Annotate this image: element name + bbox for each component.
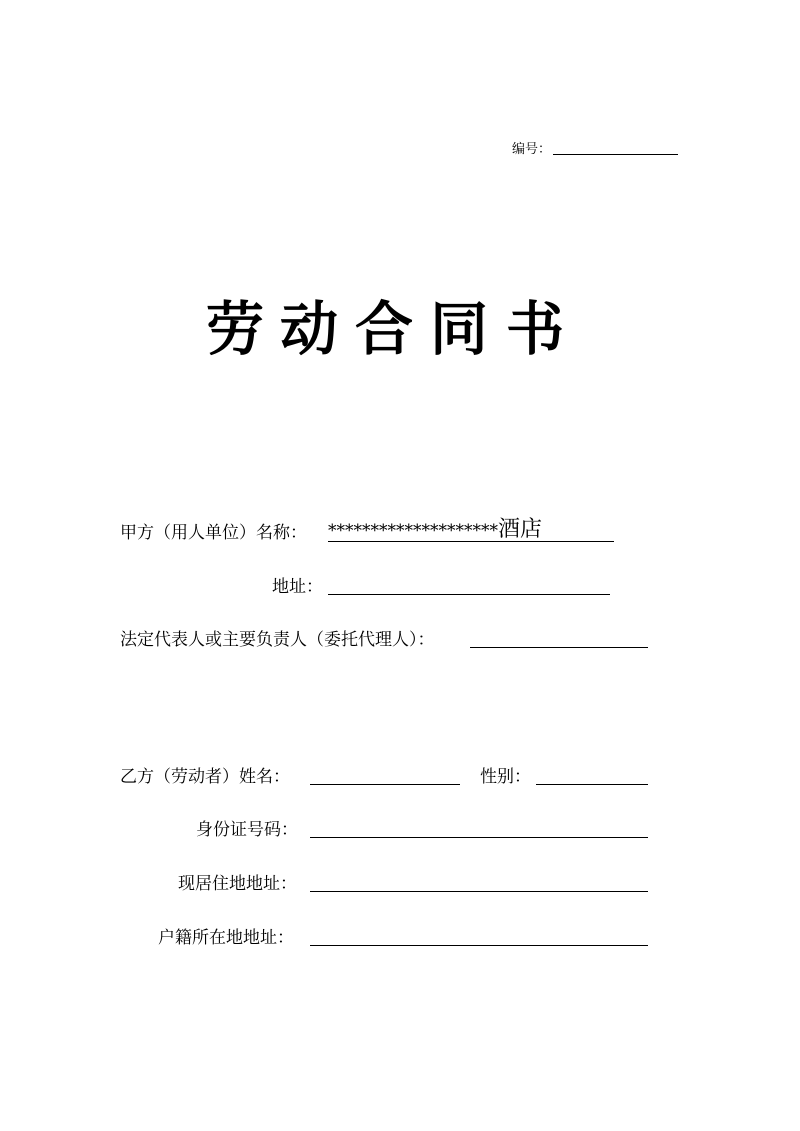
party-b-current-address-label: 现居住地地址： [178,874,297,894]
party-b-id-label: 身份证号码： [196,820,298,840]
party-a-address-field[interactable] [328,594,610,595]
party-a-name-field[interactable] [328,518,542,542]
party-b-name-field[interactable] [310,784,460,785]
party-b-household-address-field[interactable] [310,945,648,946]
party-b-gender-field[interactable] [536,784,648,785]
party-b-id-field[interactable] [310,837,648,838]
party-a-name-value: ******************** [328,521,498,541]
party-b-gender-label: 性别： [480,767,531,787]
title-char: 劳 [206,295,265,363]
party-a-name-label: 甲方（用人单位）名称： [120,523,307,543]
party-b-household-address-label: 户籍所在地地址： [158,928,294,948]
number-field[interactable] [553,154,678,155]
party-a-name-underline [328,541,614,542]
party-a-address-label: 地址： [272,577,323,597]
party-b-name-label: 乙方（劳动者）姓名： [120,767,290,787]
party-a-name-suffix: 酒店 [498,517,543,542]
title-char: 合 [355,295,414,363]
title-char: 同 [430,295,489,363]
title-char: 动 [280,295,339,363]
document-title [200,296,600,362]
party-b-current-address-field[interactable] [310,891,648,892]
party-a-representative-field[interactable] [470,647,648,648]
title-char: 书 [506,295,565,363]
party-a-representative-label: 法定代表人或主要负责人（委托代理人）： [120,630,435,650]
number-label: 编号： [512,142,552,157]
